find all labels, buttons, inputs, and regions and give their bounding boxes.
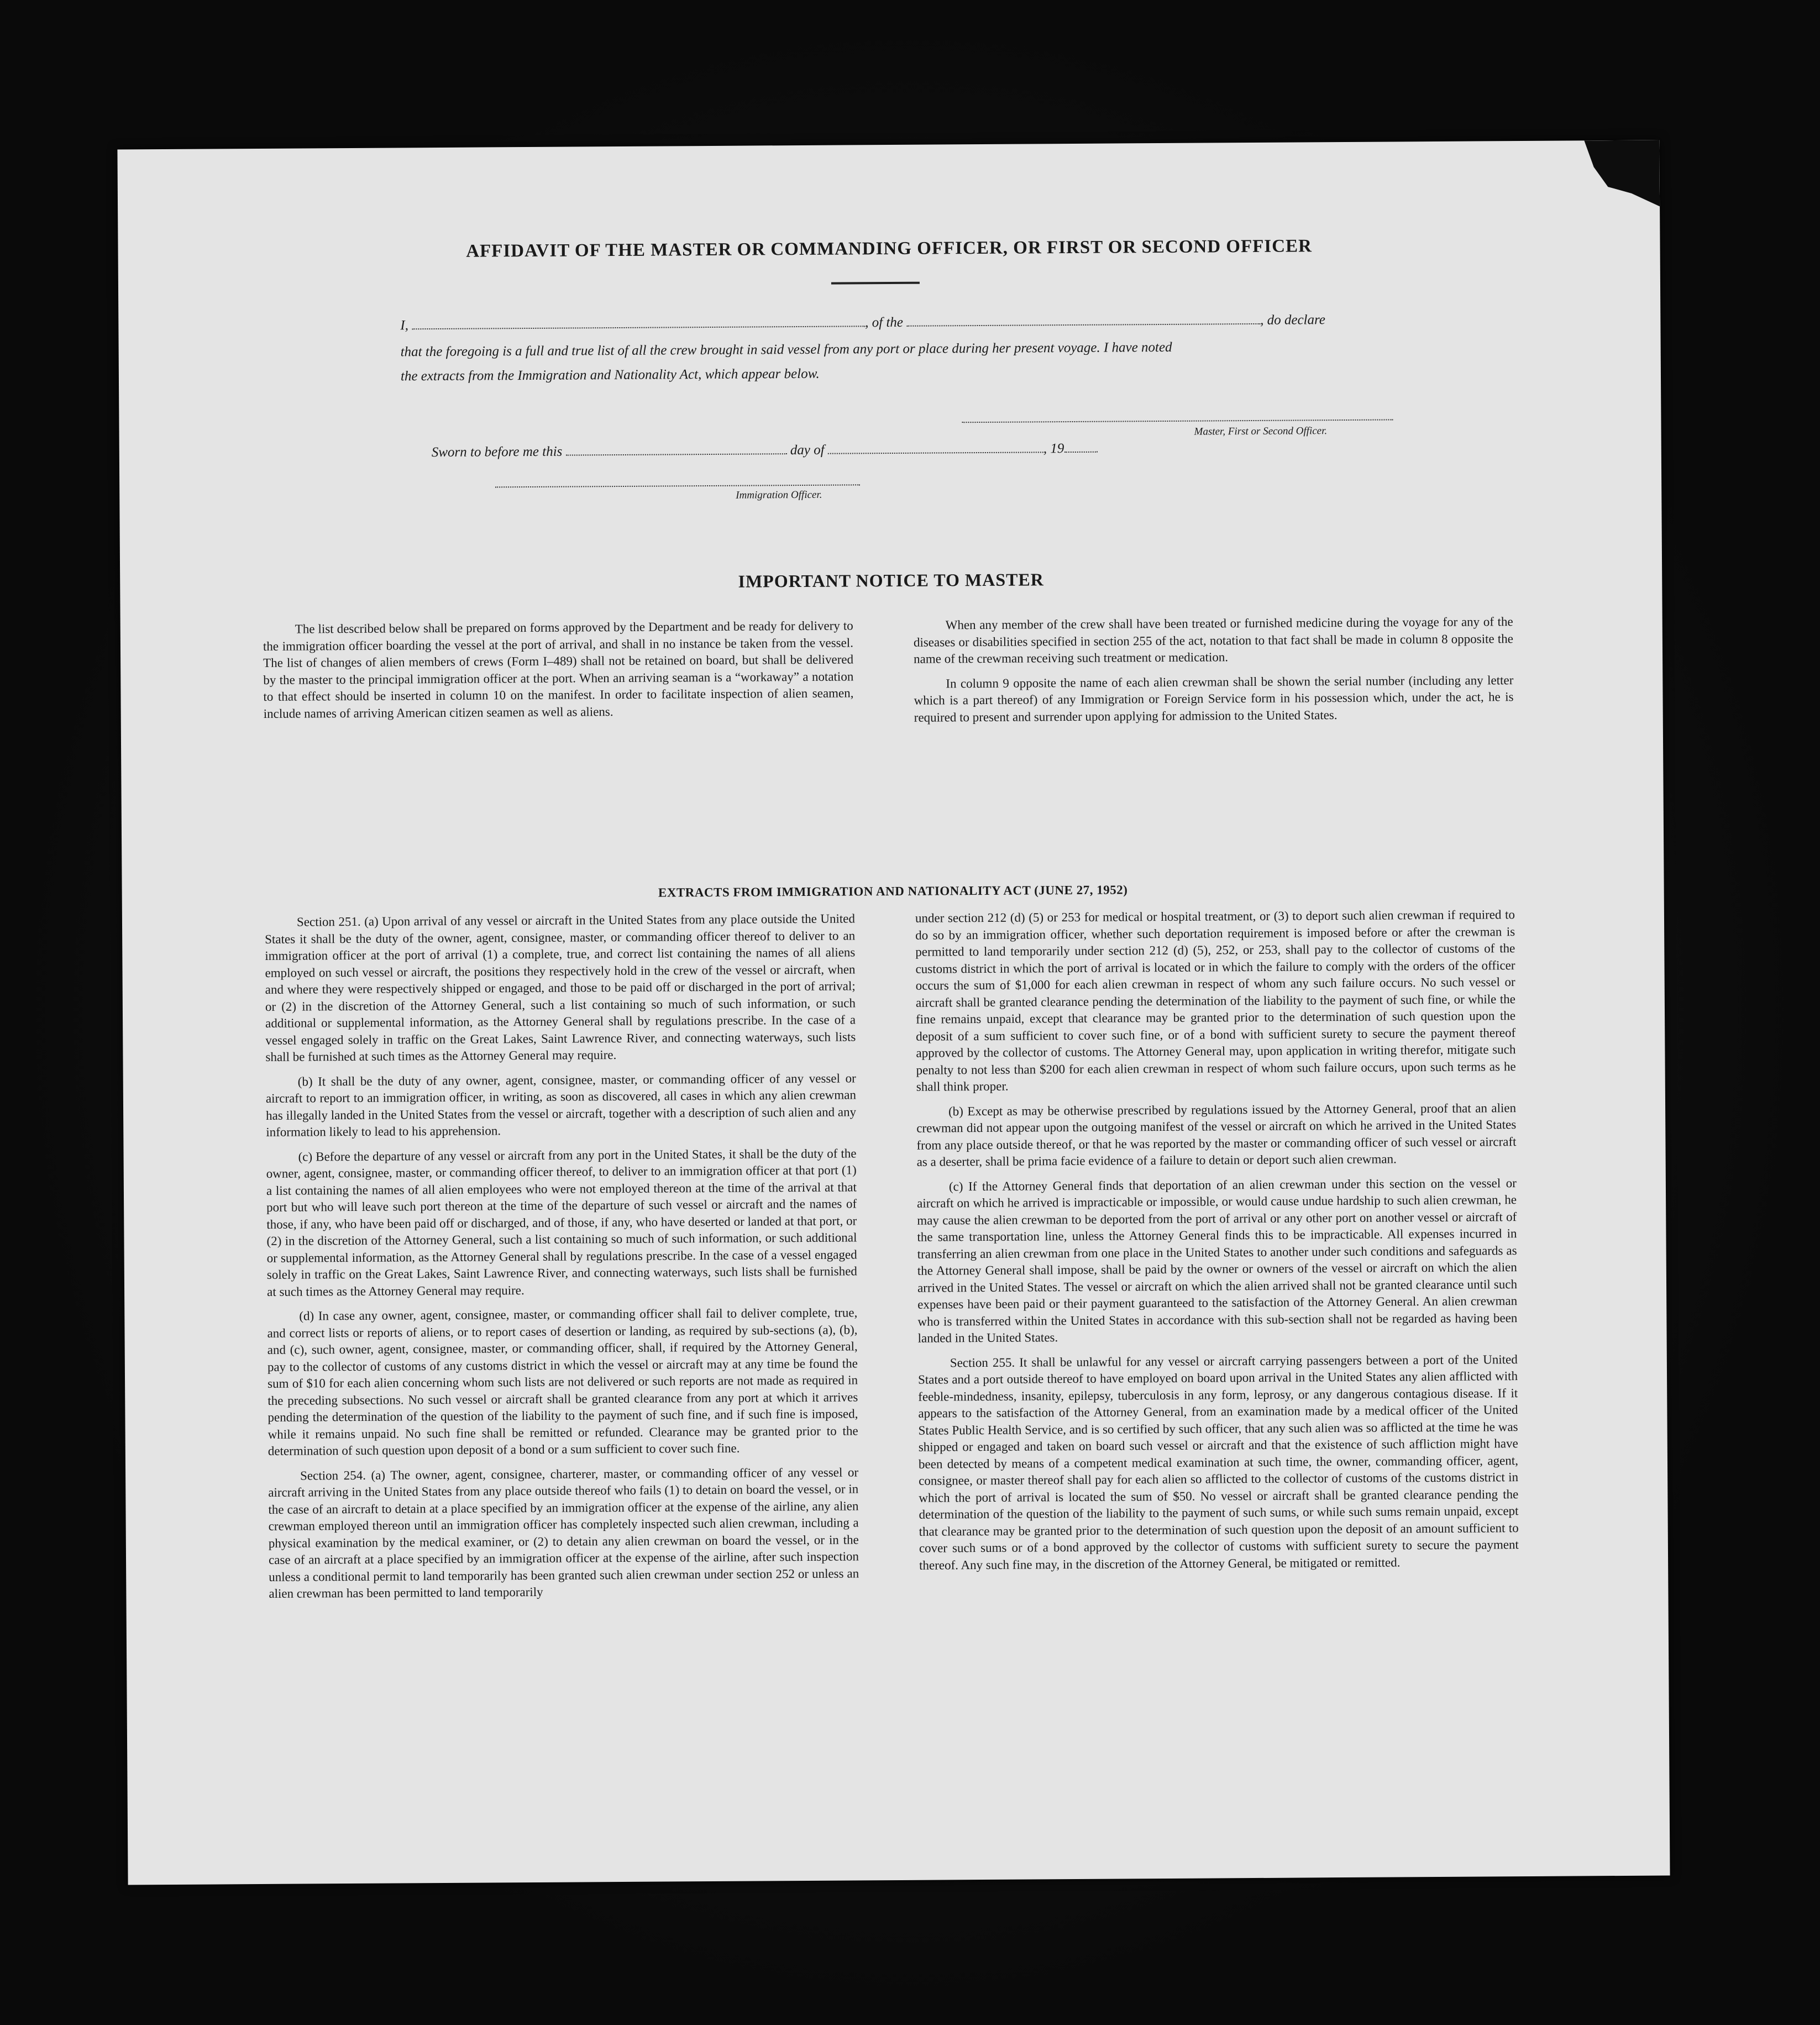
year-prefix-text: , 19 — [1043, 441, 1064, 457]
notice-right-paragraph-2: In column 9 opposite the name of each alien crewman shall be shown the serial number (including any letter which is a part thereof) of any Immigration or Foreign Service form in his possession which, under the act, he is required to present and surrender upon applying for admission to the United States. — [914, 673, 1514, 725]
section-255: Section 255. It shall be unlawful for any vessel or aircraft carrying passengers between a port of the United States and a port outside thereof to have employed on board upon arrival in the United States any alien afflicted with feeble-mindedness, insanity, epilepsy, tuberculosis in any form, leprosy, or any dangerous contagious disease. If it appears to the satisfaction of the Attorney General, from an examination made by a medical officer of the United States Public Health Service, and is so certified by such officer, that any such alien was so afflicted at the time he was shipped or engaged and taken on board such vessel or aircraft and that the existence of such affliction might have been detected by means of a competent medical examination at such time, the owner, commanding officer, agent, consignee, or master thereof shall pay for each alien so afflicted to the collector of customs of the customs district in which the port of arrival is located the sum of $50. No vessel or aircraft shall be granted clearance pending the determination of the question of the liability to the payment of such sums, or while such sums remain unpaid, except that clearance may be granted prior to the determination of such question upon the deposit of an amount sufficient to cover such sums or of a bond approved by the collector of customs with sufficient surety to secure the payment thereof. Any such fine may, in the discretion of the Attorney General, be mitigated or remitted. — [917, 1352, 1519, 1572]
declare-i-text: I, — [400, 318, 409, 333]
title-rule — [831, 282, 920, 285]
section-251-b: (b) It shall be the duty of any owner, agent, consignee, master, or commanding officer of any vessel or aircraft to report to an immigration officer, in writing, as soon as discovered, all cases in which any alien crewman has illegally landed in the United States from the vessel or aircraft, together with a description of such alien and any information likely to lead to his apprehension. — [265, 1071, 857, 1139]
notice-left-column — [263, 617, 854, 730]
section-251-d: (d) In case any owner, agent, consignee, master, or commanding officer shall fail to deliver complete, true, and correct lists or reports of aliens, or to report cases of desertion or landing, as required by sub-sections (a), (b), and (c), such owner, agent, consignee, master, or commanding officer, shall, if required by the Attorney General, pay to the collector of customs of any customs district in which the vessel or aircraft may at any time be found the sum of $10 for each alien concerning whom such lists are not delivered or such reports are not made as required in the preceding subsections. No such vessel or aircraft shall be granted clearance from any port at which it arrives pending the determination of the question of the liability to the payment of such fine, and if such fine is imposed, while it remains unpaid. No such fine shall be remitted or refunded. Clearance may be granted prior to the determination of such question upon deposit of a bond or a sum sufficient to cover such fine. — [267, 1305, 858, 1458]
sworn-month-field[interactable] — [828, 440, 1043, 454]
sworn-day-field[interactable] — [566, 442, 787, 455]
vessel-field[interactable] — [906, 312, 1260, 327]
section-254-c: (c) If the Attorney General finds that deportation of an alien crewman under this section on the vessel or aircraft on which he arrived is impracticable or impossible, or would cause undue hardship to such alien crewman, he may cause the alien crewman to be deported from the port of arrival or any other port on another vessel or aircraft of the same transportation line, unless the Attorney General finds this to be impracticable. All expenses incurred in transferring an alien crewman from one place in the United States to another under such conditions and safeguards as the Attorney General shall impose, shall be paid by the owner or owners of the vessel or aircraft on which the alien arrived in the United States. The vessel or aircraft on which the alien arrived shall not be granted clearance until such expenses have been paid or their payment guaranteed to the satisfaction of the Attorney General. An alien crewman who is transferred within the United States in accordance with this sub-section shall not be regarded as having been landed in the United States. — [917, 1176, 1518, 1345]
name-field[interactable] — [412, 314, 865, 329]
of-the-text: , of the — [865, 314, 904, 330]
section-254-b: (b) Except as may be otherwise prescribed by regulations issued by the Attorney General, proof that an alien crewman did not appear upon the outgoing manifest of the vessel or aircraft on which he arrived in the United States from any place outside thereof, or that he was reported by the master or commanding officer of such vessel or aircraft as a deserter, shall be prima facie evidence of a failure to detain or deport such alien crewman. — [916, 1100, 1517, 1169]
declaration-line-1 — [400, 308, 1384, 338]
officer-signature-line[interactable] — [495, 483, 860, 487]
notice-left-paragraph: The list described below shall be prepared on forms approved by the Department and be ready for delivery to the immigration officer boarding the vessel at the port of arrival, and shall in no instance be taken from the vessel. The list of changes of alien members of crews (Form I–489) shall not be retained on board, but shall be delivered by the master to the principal immigration officer at the port. When an arriving seaman is a “workaway” a notation to that effect should be inserted in column 10 on the manifest. In order to facilitate inspection of alien seamen, include names of arriving American citizen seamen as well as aliens. — [263, 618, 854, 721]
notice-title: IMPORTANT NOTICE TO MASTER — [738, 569, 1044, 591]
section-254-a: Section 254. (a) The owner, agent, consignee, charterer, master, or commanding officer of any vessel or aircraft arriving in the United States from any place outside thereof who fails (1) to detain on board the vessel, or in the case of an aircraft to detain at a place specified by an immigration officer at the expense of the airline, any alien crewman employed thereon until an immigration officer has completely inspected such alien crewman, including a physical examination by the medical examiner, or (2) to detain any alien crewman on board the vessel, or in the case of an aircraft at a place specified by an immigration officer at the expense of the airline, after such inspection unless a conditional permit to land temporarily has been granted such alien crewman under section 252 or unless an alien crewman has been permitted to land temporarily — [268, 1465, 859, 1601]
declaration-line-3: the extracts from the Immigration and Nationality Act, which appear below. — [400, 366, 820, 384]
section-251-a: Section 251. (a) Upon arrival of any vessel or aircraft in the United States from any place outside the United States it shall be the duty of the owner, agent, consignee, master, or commanding officer thereof to deliver to an immigration officer at the port of arrival (1) a complete, true, and correct list containing the names of all aliens employed on such vessel or aircraft, the positions they respectively hold in the crew of the vessel or aircraft, when and where they were respectively shipped or engaged, and those to be paid off or discharged in the port of arrival; or (2) in the discretion of the Attorney General, such a list containing so much of such information, or such additional or supplemental information, as the Attorney General shall by regulations prescribe. In the case of a vessel engaged solely in traffic on the Great Lakes, Saint Lawrence River, and connecting waterways, such lists shall be furnished at such times as the Attorney General may require. — [265, 911, 856, 1064]
declaration-line-2: that the foregoing is a full and true list of all the crew brought in said vessel from any port or place during her present voyage. I have noted — [400, 339, 1172, 360]
day-of-text: day of — [790, 442, 825, 458]
notice-right-paragraph-1: When any member of the crew shall have been treated or furnished medicine during the voyage for any of the diseases or disabilities specified in section 255 of the act, notation to that fact shall be made in column 8 opposite the name of the crewman receiving such treatment or medication. — [913, 615, 1513, 666]
sworn-line — [432, 436, 1205, 465]
sworn-text: Sworn to before me this — [431, 444, 563, 460]
extracts-right-column — [915, 906, 1519, 1582]
extracts-title: EXTRACTS FROM IMMIGRATION AND NATIONALITY ACT (JUNE 27, 1952) — [658, 883, 1128, 900]
sworn-year-field[interactable] — [1064, 440, 1097, 453]
section-254-a-continued: under section 212 (d) (5) or 253 for medical or hospital treatment, or (3) to deport such alien crewman if required to do so by an immigration officer, whether such deportation requirement is imposed before or after the crewman is permitted to land temporarily under section 212 (d) (5), 252, or 253, shall pay to the collector of customs of the customs district in which the port of arrival is located or in which the failure to comply with the orders of the officer occurs the sum of $1,000 for each alien crewman in respect of whom any such failure occurs. No such vessel or aircraft shall be granted clearance pending the determination of the liability to the payment of such fine, or while the fine remains unpaid, except that clearance may be granted prior to the determination of such question upon the deposit of a sum sufficient to cover such fine, or of a bond with sufficient surety to secure the payment thereof approved by the collector of customs. The Attorney General may, upon application in writing therefor, mitigate such penalty to not less than $200 for each alien crewman in respect of whom such failure occurs, upon such terms as he shall think proper. — [915, 907, 1516, 1094]
master-signature-label: Master, First or Second Officer. — [1194, 425, 1328, 438]
document-page — [117, 140, 1670, 1885]
extracts-left-column — [265, 910, 859, 1610]
officer-signature-label: Immigration Officer. — [736, 489, 822, 501]
notice-right-column — [914, 613, 1514, 734]
do-declare-text: , do declare — [1260, 312, 1326, 328]
master-signature-line[interactable] — [962, 418, 1393, 423]
affidavit-title: AFFIDAVIT OF THE MASTER OR COMMANDING OFFICER, OR FIRST OR SECOND OFFICER — [466, 236, 1312, 261]
section-251-c: (c) Before the departure of any vessel or aircraft from any port in the United States, it shall be the duty of the owner, agent, consignee, master, or commanding officer thereof, to deliver to an immigration officer at that port (1) a list containing the names of all alien employees who were not employed thereon at the time of the arrival at that port but who will leave such port thereon at the time of the departure of such vessel or aircraft and the names of those, if any, who have been paid off or discharged, and of those, if any, who have deserted or landed at that port, or (2) in the discretion of the Attorney General, such a list containing so much of such information, or such additional or supplemental information, as the Attorney General shall by regulations prescribe. In the case of a vessel engaged solely in traffic on the Great Lakes, Saint Lawrence River, and connecting waterways, such lists shall be furnished at such times as the Attorney General may require. — [266, 1146, 857, 1299]
torn-corner — [1565, 140, 1660, 207]
